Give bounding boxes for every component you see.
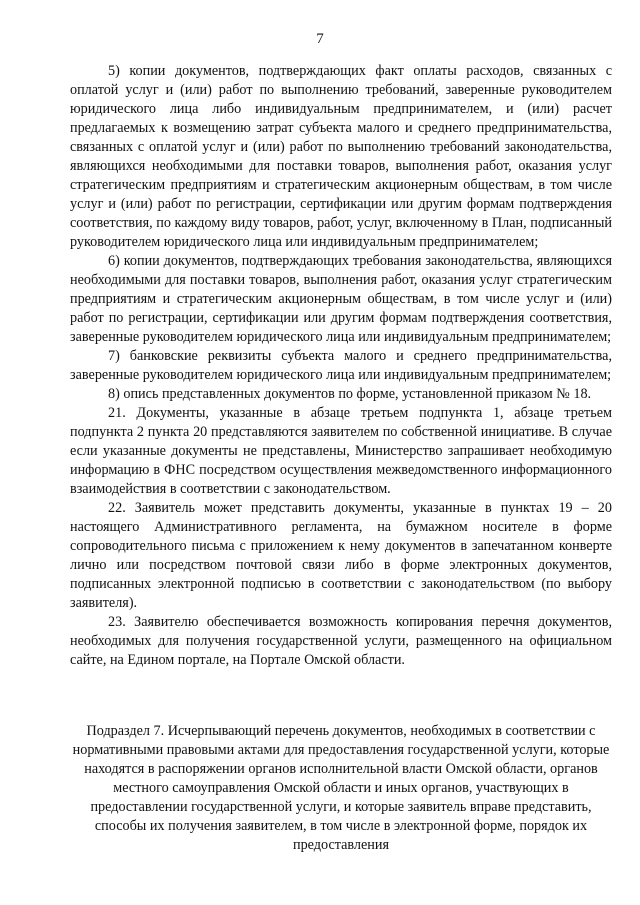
paragraph-item-8: 8) опись представленных документов по форме, установленной приказом № 18. [108,386,592,402]
page-number: 7 [316,31,324,47]
paragraph-21: 21. Документы, указанные в абзаце третьем подпункта 1, абзаце третьем подпункта 2 пункта 20 представляются заявителем по собственной инициативе. В случае если указанные документы не представлены, Министерство запрашивает необходимую информацию в ФНС посредством осуществления межведомственного информационного взаимодействия в соответствии с законодательством. [70,405,612,497]
paragraph-item-7: 7) банковские реквизиты субъекта малого и среднего предпринимательства, заверенные руководителем юридического лица или индивидуальным предпринимателем; [70,348,612,383]
paragraph-23: 23. Заявителю обеспечивается возможность копирования перечня документов, необходимых для получения государственной услуги, размещенного на официальном сайте, на Едином портале, на Портале Омской области. [70,614,612,668]
subsection-heading: Подраздел 7. Исчерпывающий перечень документов, необходимых в соответствии с нормативными правовыми актами для предоставления государственной услуги, которые находятся в распоряжении органов исполнительной власти Омской области, органов местного самоуправления Омской области и иных органов, участвующих в предоставлении государственной услуги, и которые заявитель вправе представить, способы их получения заявителем, в том числе в электронной форме, порядок их предоставления [72,723,610,853]
document-body [70,62,612,670]
paragraph-22: 22. Заявитель может представить документы, указанные в пунктах 19 – 20 настоящего Административного регламента, на бумажном носителе в форме сопроводительного письма с приложением к нему документов в запечатанном конверте лично или посредством почтовой связи либо в форме электронных документов, подписанных электронной подписью в соответствии с законодательством (по выбору заявителя). [70,500,612,611]
paragraph-item-5: 5) копии документов, подтверждающих факт оплаты расходов, связанных с оплатой услуг и (или) работ по выполнению требований, заверенные руководителем юридического лица либо индивидуальным предпринимателем, и (или) расчет предлагаемых к возмещению затрат субъекта малого и среднего предпринимательства, связанных с оплатой услуг и (или) работ по выполнению требований законодательства, являющихся необходимыми для поставки товаров, выполнения работ, оказания услуг стратегическим предприятиям и стратегическим акционерным обществам, в том числе услуг и (или) работ по регистрации, сертификации или другим формам подтверждения соответствия, по каждому виду товаров, работ, услуг, включенному в План, подписанный руководителем юридического лица или индивидуальным предпринимателем; [70,63,612,250]
paragraph-item-6: 6) копии документов, подтверждающих требования законодательства, являющихся необходимыми для поставки товаров, выполнения работ, оказания услуг стратегическим предприятиям и стратегическим акционерным обществам, в том числе услуг и (или) работ по регистрации, сертификации или другим формам подтверждения соответствия, заверенные руководителем юридического лица или индивидуальным предпринимателем; [70,253,612,345]
